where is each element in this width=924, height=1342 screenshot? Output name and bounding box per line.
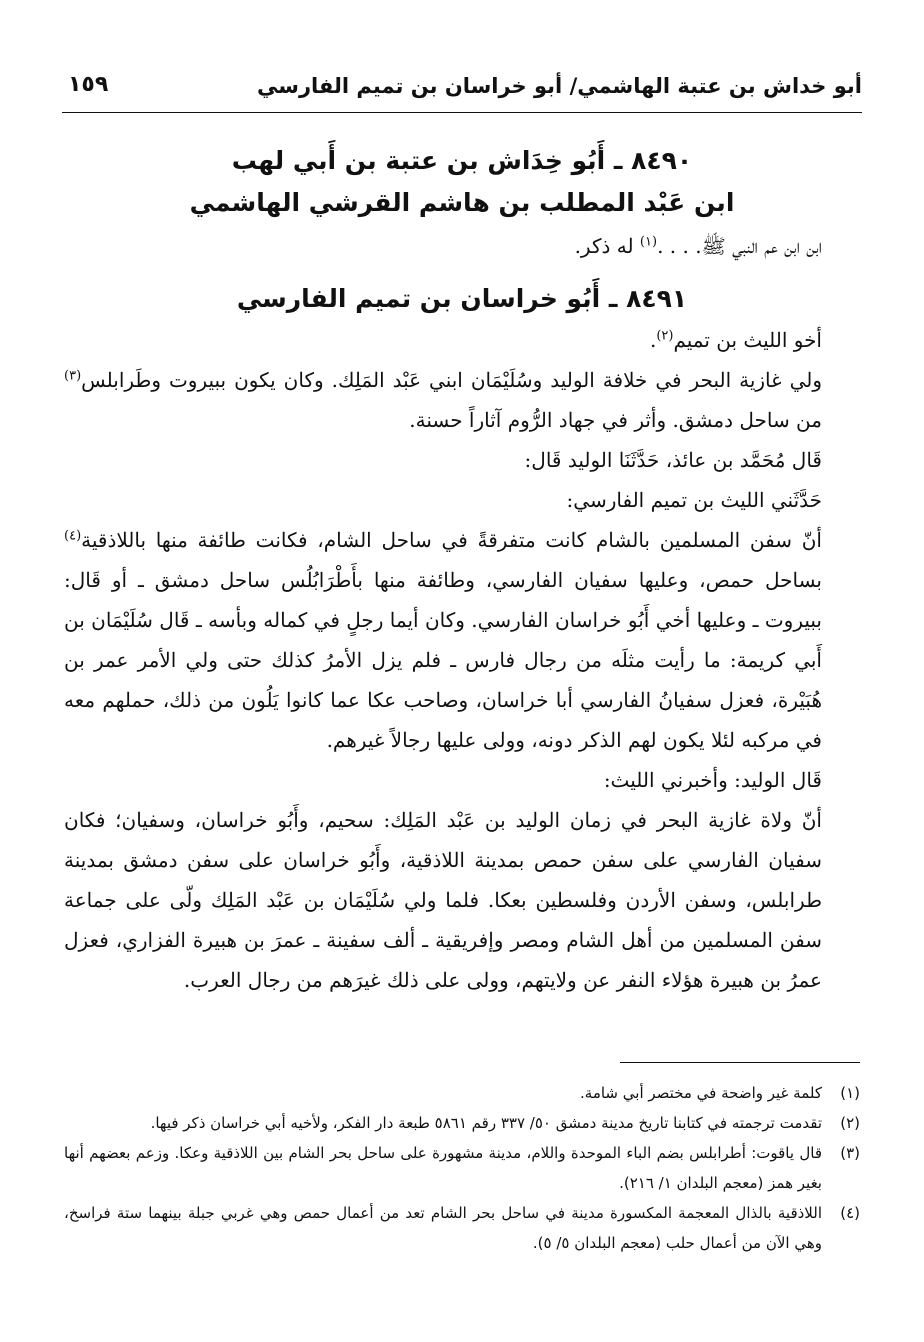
footnote-number: (٣) — [840, 1144, 860, 1162]
entry-8491-p1-text: أخو الليث بن تميم — [673, 328, 822, 352]
entry-8491-paragraph-6: قَال الوليد: وأخبرني الليث: — [603, 768, 822, 792]
footnote-3 — [64, 1138, 860, 1198]
footnote-number: (٢) — [840, 1114, 860, 1132]
entry-8491-paragraph-2 — [64, 360, 860, 440]
footnote-ref-4: (٤) — [64, 528, 82, 544]
footnote-text: كلمة غير واضحة في مختصر أبي شامة. — [580, 1084, 822, 1102]
page-number: ١٥٩ — [68, 72, 109, 97]
footnote-text: تقدمت ترجمته في كتابنا تاريخ مدينة دمشق ٥٠/ ٣٣٧ رقم ٥٨٦١ طبعة دار الفكر، ولأخيه أبي خراسان ذكر فيها. — [150, 1114, 822, 1132]
footnote-ref-1: (١) — [639, 234, 658, 250]
entry-8491-paragraph-7: أنّ ولاة غازية البحر في زمان الوليد بن عَبْد المَلِك: سحيم، وأَبُو خراسان، وسفيان؛ فكان سفيان الفارسي على سفن حمص بمدينة اللاذقية، وأَبُو خراسان على سفن دمشق بمدينة طرابلس، وسفن الأردن وفلسطين بعكا. فلما ولي سُلَيْمَان بن عَبْد المَلِك ولّى على جماعة سفن المسلمين من أهل الشام ومصر وإفريقية ـ ألف سفينة ـ عمرَ بن هبيرة الفزاري، فعزل عمرُ بن هبيرة هؤلاء النفر عن ولايتهم، وولى على ذلك غيرَهم من رجال العرب. — [64, 808, 822, 992]
entry-8490-title-line1: ٨٤٩٠ ـ أَبُو خِدَاش بن عتبة بن أَبي لهب — [231, 146, 693, 175]
entry-8491-paragraph-3: قَال مُحَمَّد بن عائذ، حَدَّثَنَا الوليد قَال: — [524, 448, 822, 472]
entry-8491-paragraph-5 — [64, 520, 860, 760]
footnote-4 — [64, 1198, 860, 1258]
main-text — [64, 140, 860, 1000]
footnote-number: (٤) — [840, 1204, 860, 1222]
entry-8491-paragraph-4: حَدَّثَني الليث بن تميم الفارسي: — [566, 488, 822, 512]
footnote-rule — [620, 1062, 860, 1063]
entry-8491-title: ٨٤٩١ ـ أَبُو خراسان بن تميم الفارسي — [236, 284, 688, 313]
entry-8491-paragraph-1 — [64, 320, 860, 360]
footnote-text: قال ياقوت: أطرابلس بضم الباء الموحدة واللام، مدينة مشهورة على ساحل بحر الشام بين اللاذقية وعكا. وزعم بعضهم أنها بغير همز (معجم البلدان ١/ ٢١٦). — [64, 1144, 822, 1192]
entry-8491-p2-text: ولي غازية البحر في خلافة الوليد وسُلَيْمَان ابني عَبْد المَلِك. وكان يكون ببيروت وطَرابلس — [81, 368, 822, 392]
footnote-text: اللاذقية بالذال المعجمة المكسورة مدينة في ساحل بحر الشام تعد من أعمال حمص وهي غربي جبلة بينهما ستة فراسخ، وهي الآن من أعمال حلب (معجم البلدان ٥/ ٥). — [64, 1204, 822, 1252]
entry-8491-p5-end: بساحل حمص، وعليها سفيان الفارسي، وطائفة منها بأَطْرَابُلُس ساحل دمشق ـ أو قَال: ببيروت ـ وعليها أخي أَبُو خراسان الفارسي. وكان أيما رجلٍ في كماله وبأسه ـ قَال سُلَيْمَان بن أَبي كريمة: ما رأيت مثلَه من رجال فارس ـ فلم يزل الأمرُ كذلك حتى ولي الأمر عمر بن هُبَيْرة، فعزل سفيانُ الفارسي أبا خراسان، وصاحب عكا عما كانوا يَلُون من ذلك، حملهم معه في مركبه لئلا يكون لهم الذكر دونه، وولى عليها رجالاً غيرهم. — [64, 568, 822, 752]
footnotes — [64, 1078, 860, 1258]
footnote-ref-2: (٢) — [656, 328, 674, 344]
header-rule — [62, 112, 862, 113]
entry-8490-text-body: ابن ابن عم النبي ﷺ. . . . — [657, 234, 822, 258]
footnote-2 — [64, 1108, 860, 1138]
footnote-1 — [64, 1078, 860, 1108]
running-title: أبو خداش بن عتبة الهاشمي/ أبو خراسان بن تميم الفارسي — [257, 74, 862, 98]
footnote-number: (١) — [840, 1084, 860, 1102]
entry-8491-p5-text: أنّ سفن المسلمين بالشام كانت متفرقةً في ساحل الشام، فكانت طائفة منها باللاذقية — [81, 528, 822, 552]
entry-8490-text — [64, 226, 860, 266]
entry-8490-title-line2: ابن عَبْد المطلب بن هاشم القرشي الهاشمي — [189, 188, 735, 217]
entry-8491-p1-end: . — [649, 328, 657, 352]
entry-8491-p2-end: من ساحل دمشق. وأثر في جهاد الرُّوم آثاراً حسنة. — [409, 408, 822, 432]
entry-8490-text-end: له ذكر. — [574, 234, 640, 258]
page-header — [62, 64, 862, 108]
footnote-ref-3: (٣) — [64, 368, 82, 384]
